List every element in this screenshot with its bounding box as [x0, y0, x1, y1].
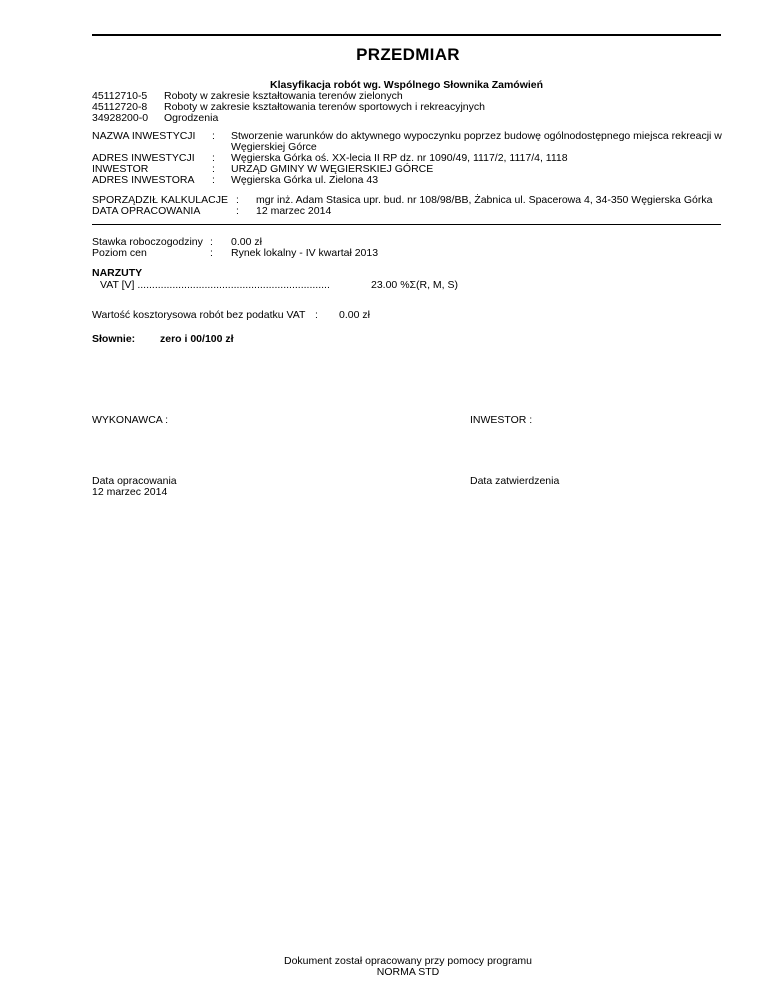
approval-date-label: Data zatwierdzenia [470, 475, 560, 487]
prepared-by-label: SPORZĄDZIŁ KALKULACJE [92, 194, 228, 206]
classification-code-3: 34928200-0 [92, 112, 149, 124]
page-title: PRZEDMIAR [356, 45, 460, 64]
investment-address-colon: : [212, 152, 215, 164]
in-words-value: zero i 00/100 zł [160, 333, 234, 345]
vat-value: 23.00 %Σ(R, M, S) [371, 279, 459, 291]
classification-desc-1: Roboty w zakresie kształtowania terenów zielonych [164, 90, 403, 102]
price-level-value: Rynek lokalny - IV kwartał 2013 [231, 247, 379, 259]
classification-desc-2: Roboty w zakresie kształtowania terenów sportowych i rekreacyjnych [164, 101, 485, 113]
prepared-date-value: 12 marzec 2014 [256, 205, 332, 217]
classification-code-2: 45112720-8 [92, 101, 148, 113]
classification-code-1: 45112710-5 [92, 90, 148, 102]
investor-address-value: Węgierska Górka ul. Zielona 43 [231, 174, 379, 186]
footer-line-1: Dokument został opracowany przy pomocy programu [283, 955, 533, 967]
prepared-by-value: mgr inż. Adam Stasica upr. bud. nr 108/98/BB, Żabnica ul. Spacerowa 4, 34-350 Węgierska Górka [256, 194, 713, 206]
investor-address-colon: : [212, 174, 215, 186]
investor-address-label: ADRES INWESTORA [92, 174, 195, 186]
estimate-label: Wartość kosztorysowa robót bez podatku VAT [92, 309, 306, 321]
investor-value: URZĄD GMINY W WĘGIERSKIEJ GÓRCE [231, 163, 434, 175]
investment-name-value-2: Węgierskiej Górce [231, 141, 317, 153]
prep-date-value: 12 marzec 2014 [92, 486, 168, 498]
vat-label: VAT [V] .................................................................. [100, 279, 330, 291]
classification-desc-3: Ogrodzenia [164, 112, 219, 124]
top-rule [92, 34, 721, 36]
prepared-date-colon: : [236, 205, 239, 217]
investment-address-label: ADRES INWESTYCJI [92, 152, 195, 164]
classification-heading: Klasyfikacja robót wg. Wspólnego Słownika Zamówień [270, 79, 544, 91]
price-level-colon: : [210, 247, 213, 259]
estimate-value: 0.00 zł [339, 309, 370, 321]
price-level-label: Poziom cen [92, 247, 147, 259]
investor-colon: : [212, 163, 215, 175]
investor-signature-label: INWESTOR : [470, 414, 533, 426]
contractor-label: WYKONAWCA : [92, 414, 169, 426]
hourly-rate-label: Stawka roboczogodziny [92, 236, 203, 248]
markups-heading: NARZUTY [92, 267, 143, 279]
investment-name-label: NAZWA INWESTYCJI [92, 130, 196, 142]
footer-line-2: NORMA STD [376, 966, 440, 978]
middle-rule [92, 224, 721, 225]
hourly-rate-colon: : [210, 236, 213, 248]
in-words-label: Słownie: [92, 333, 136, 345]
prepared-by-colon: : [236, 194, 239, 206]
hourly-rate-value: 0.00 zł [231, 236, 262, 248]
investment-name-colon: : [212, 130, 215, 142]
investor-label: INWESTOR [92, 163, 149, 175]
investment-address-value: Węgierska Górka oś. XX-lecia II RP dz. nr 1090/49, 1117/2, 1117/4, 1118 [231, 152, 568, 164]
prepared-date-label: DATA OPRACOWANIA [92, 205, 201, 217]
investment-name-value-1: Stworzenie warunków do aktywnego wypoczynku poprzez budowę ogólnodostępnego miejsca rekreacji w [231, 130, 722, 142]
estimate-colon: : [315, 309, 318, 321]
prep-date-label: Data opracowania [92, 475, 177, 487]
